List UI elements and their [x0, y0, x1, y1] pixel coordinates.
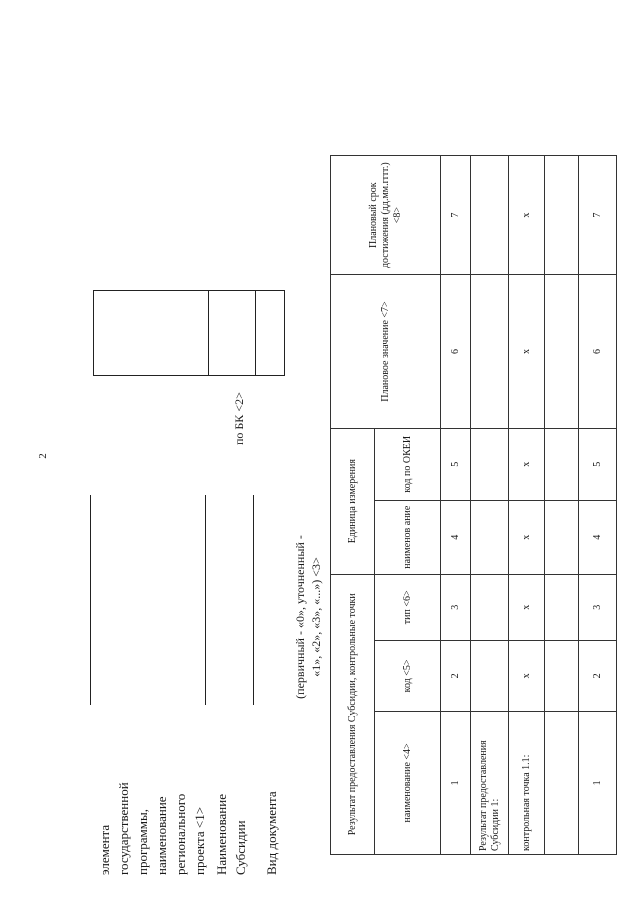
element-label-line: регионального [173, 793, 188, 875]
cell: 6 [441, 275, 471, 428]
cell: x [509, 500, 545, 574]
doctype-fill-line [253, 495, 254, 705]
header-plan-value: Плановое значение <7> [331, 275, 441, 428]
cell [545, 574, 579, 640]
table-row [579, 156, 617, 855]
cell: 2 [579, 640, 617, 711]
table-row [441, 156, 471, 855]
cell: Результат предоставления Субсидии 1: [471, 711, 509, 854]
results-table-wrap [330, 155, 617, 855]
doc-type-label: Вид документа [264, 791, 279, 875]
table-row [471, 156, 509, 855]
cell [545, 500, 579, 574]
cell: 5 [441, 428, 471, 500]
cell: 6 [579, 275, 617, 428]
codes-box-divider [255, 291, 256, 375]
cell: x [509, 156, 545, 275]
cell: x [509, 428, 545, 500]
col-unit-name: наименов ание [375, 500, 441, 574]
results-table [330, 155, 617, 855]
cell: 4 [441, 500, 471, 574]
doc-type-note-line: «1», «2», «3», «...») <3> [309, 557, 323, 677]
element-label-line: элемента [97, 824, 112, 875]
bk-label: по БК <2> [232, 392, 246, 445]
element-label [95, 655, 209, 875]
table-row [545, 156, 579, 855]
cell: 3 [441, 574, 471, 640]
element-fill-line [90, 495, 91, 705]
subsidy-label-line: Наименование [214, 794, 229, 875]
cell: 1 [579, 711, 617, 854]
cell: 7 [441, 156, 471, 275]
col-code: код <5> [375, 640, 441, 711]
cell [545, 711, 579, 854]
cell [471, 574, 509, 640]
header-unit: Единица измерения [331, 428, 375, 574]
header-plan-date: Плановый срок достижения (дд.мм.гггг.) <8> [331, 156, 441, 275]
table-row [509, 156, 545, 855]
cell: 5 [579, 428, 617, 500]
subsidy-fill-line [205, 495, 206, 705]
header-result: Результат предоставления Субсидии, контрольные точки [331, 574, 375, 854]
cell [471, 156, 509, 275]
cell: 1 [441, 711, 471, 854]
cell: x [509, 640, 545, 711]
element-label-line: проекта <1> [192, 806, 207, 875]
cell [471, 275, 509, 428]
codes-box [93, 290, 285, 376]
cell: 4 [579, 500, 617, 574]
element-label-line: наименование [154, 796, 169, 875]
cell [545, 156, 579, 275]
cell: 3 [579, 574, 617, 640]
cell: x [509, 574, 545, 640]
cell: 7 [579, 156, 617, 275]
element-label-line: программы, [135, 809, 150, 875]
codes-box-divider [208, 291, 209, 375]
doc-type-note [292, 492, 324, 742]
doc-type-note-line: (первичный - «0», уточненный - [293, 535, 307, 699]
col-okei: код по ОКЕИ [375, 428, 441, 500]
cell: x [509, 275, 545, 428]
cell [471, 428, 509, 500]
cell: 2 [441, 640, 471, 711]
page-number: 2 [36, 453, 49, 459]
col-type: тип <6> [375, 574, 441, 640]
element-label-line: государственной [116, 782, 131, 875]
cell [545, 640, 579, 711]
cell [471, 500, 509, 574]
cell [471, 640, 509, 711]
cell: контрольная точка 1.1: [509, 711, 545, 854]
cell [545, 275, 579, 428]
cell [545, 428, 579, 500]
subsidy-label-line: Субсидии [233, 820, 248, 875]
subsidy-label [212, 794, 250, 875]
col-name: наименование <4> [375, 711, 441, 854]
